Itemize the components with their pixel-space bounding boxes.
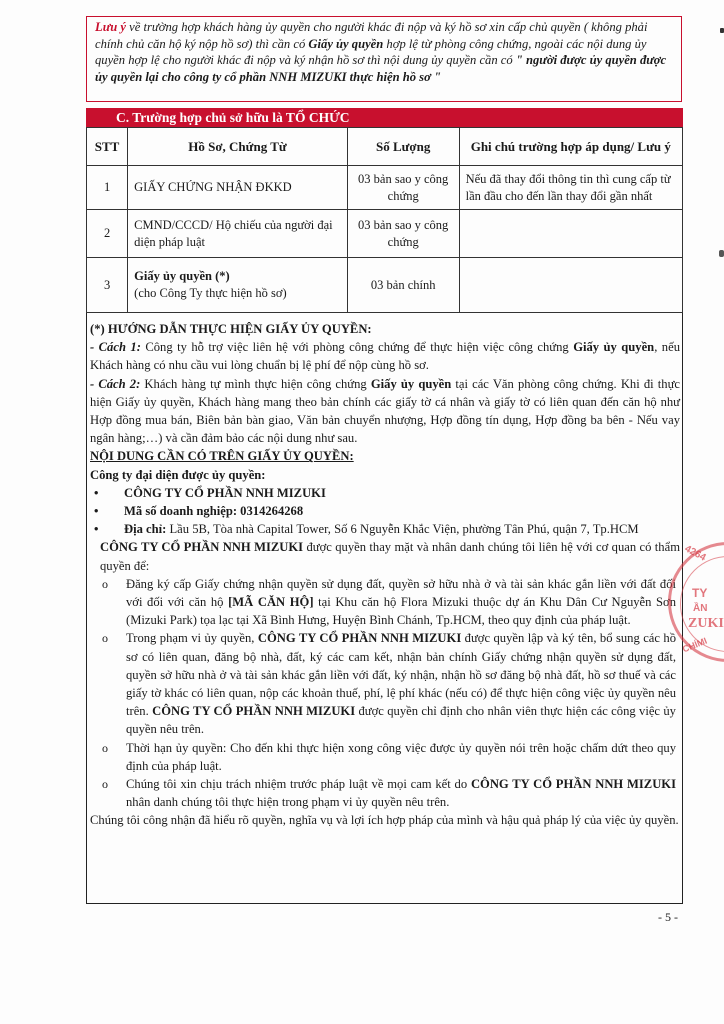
note-text-2: hợp lệ từ phòng công chứng, ngoài các nội dung ủy quyền hợp lệ cho người khác đi nộp và ký nhận hồ sơ thì nội dung ủy quyền cần có <box>95 36 647 67</box>
table-row <box>87 166 683 210</box>
closing-statement: Chúng tôi công nhận đã hiểu rõ quyền, nghĩa vụ và lợi ích hợp pháp của mình và hậu quả pháp lý của việc ủy quyền. <box>90 813 679 828</box>
item-2-emphasis-2: CÔNG TY CỔ PHẦN NNH MIZUKI <box>152 704 356 719</box>
method-2-text: Khách hàng tự mình thực hiện công chứng <box>140 376 371 391</box>
header-document: Hồ Sơ, Chứng Từ <box>128 128 348 166</box>
content-heading: NỘI DUNG CẦN CÓ TRÊN GIẤY ỦY QUYỀN: <box>90 449 354 464</box>
circle-bullet-icon: o <box>102 576 108 591</box>
margin-mark <box>720 28 724 33</box>
guide-heading: (*) HƯỚNG DẪN THỰC HIỆN GIẤY ỦY QUYỀN: <box>90 322 372 336</box>
row-stt: 2 <box>87 210 128 258</box>
item-2-text-end: được quyền chỉ định cho nhân viên thực hiện các công việc ủy quyền nêu trên. <box>126 704 676 737</box>
auth-company: CÔNG TY CỔ PHẦN NNH MIZUKI <box>100 540 304 555</box>
method-2-emphasis: Giấy ủy quyền <box>370 376 452 391</box>
section-title: C. Trường hợp chủ sở hữu là TỔ CHỨC <box>86 108 683 127</box>
bullet-icon: • <box>94 504 99 519</box>
company-name: CÔNG TY CỔ PHẦN NNH MIZUKI <box>124 485 326 500</box>
method-2-label: - Cách 2: <box>90 376 141 391</box>
row-quantity: 03 bản sao y công chứng <box>347 210 459 258</box>
guide-method-1 <box>90 338 680 374</box>
row-document <box>128 258 348 313</box>
table-row <box>87 258 683 313</box>
method-1-label: - Cách 1: <box>90 340 141 355</box>
method-1-text-end: , nếu Khách hàng có nhu cầu vui lòng chuẩn bị lệ phí để nộp cùng hồ sơ. <box>90 340 680 373</box>
table-row <box>87 210 683 258</box>
row-document-title: Giấy ủy quyền (*) <box>134 269 230 283</box>
documents-table <box>86 127 683 313</box>
item-1-text-end: tại Khu căn hộ Flora Mizuki thuộc dự án Khu Dân Cư Nguyễn Sơn (Mizuki Park) tọa lạc tại Xã Bình Hưng, Huyện Bình Chánh, Tp.HCM, theo quy định của pháp luật. <box>126 595 676 628</box>
item-4-text: Chúng tôi xin chịu trách nhiệm trước pháp luật về mọi cam kết do <box>126 777 471 792</box>
list-item <box>90 502 680 520</box>
method-1-emphasis: Giấy ủy quyền <box>573 340 655 355</box>
list-item <box>90 520 680 538</box>
item-2-text: Trong phạm vi ủy quyền, <box>126 631 258 646</box>
list-item <box>90 629 680 738</box>
circle-bullet-icon: o <box>102 740 108 755</box>
auth-text: được quyền thay mặt và nhân danh chúng tôi liên hệ với cơ quan có thẩm quyền để: <box>100 540 680 573</box>
note-box <box>86 16 682 102</box>
row-stt: 1 <box>87 166 128 210</box>
margin-mark <box>719 250 724 257</box>
row-note <box>459 210 682 258</box>
header-stt: STT <box>87 128 128 166</box>
list-item <box>90 739 680 775</box>
item-4-emphasis: CÔNG TY CỔ PHẦN NNH MIZUKI <box>470 777 677 792</box>
note-emphasis-1: Giấy ủy quyền <box>308 36 384 51</box>
row-quantity: 03 bản chính <box>347 258 459 313</box>
note-emphasis-2: " người được ủy quyền được ủy quyền lại cho công ty cổ phần NNH MIZUKI thực hiện hồ sơ " <box>95 53 667 84</box>
row-note: Nếu đã thay đổi thông tin thì cung cấp từ lần đầu cho đến lần thay đổi gần nhất <box>459 166 682 210</box>
item-1-emphasis: [MÃ CĂN HỘ] <box>228 595 314 610</box>
list-item <box>90 484 680 502</box>
row-quantity: 03 bản sao y công chứng <box>347 166 459 210</box>
item-4-text-end: nhân danh chúng tôi thực hiện trong phạm vi ủy quyền nêu trên. <box>126 795 450 810</box>
item-3-text: Thời hạn ủy quyền: Cho đến khi thực hiện xong công việc được ủy quyền nói trên hoặc chấm dứt theo quy định của pháp luật. <box>126 740 676 773</box>
header-quantity: Số Lượng <box>347 128 459 166</box>
rep-label: Công ty đại diện được ủy quyền: <box>90 467 266 482</box>
row-note <box>459 258 682 313</box>
row-document: GIẤY CHỨNG NHẬN ĐKKD <box>128 166 348 210</box>
list-item <box>90 575 680 630</box>
row-document: CMND/CCCD/ Hộ chiếu của người đại diện pháp luật <box>128 210 348 258</box>
note-label: Lưu ý <box>95 20 126 34</box>
seal-text-2: TY <box>692 586 708 600</box>
seal-text-4: ZUKI <box>688 616 724 631</box>
row-document-subtitle: (cho Công Ty thực hiện hồ sơ) <box>134 286 287 300</box>
page-number: - 5 - <box>658 910 678 924</box>
address-label: Địa chỉ: <box>124 522 167 537</box>
address-value: Lầu 5B, Tòa nhà Capital Tower, Số 6 Nguyễn Khắc Viện, phường Tân Phú, quận 7, Tp.HCM <box>166 522 639 537</box>
guide-method-2 <box>90 375 680 448</box>
item-2-text-mid: được quyền lập và ký tên, bổ sung các hồ sơ có liên quan, đăng bộ nhà, đất, ký các cam kết, nhận bản chính Giấy chứng nhận quyền sử dụng đất, quyền sở hữu nhà ở và tài sản khác gắn liền với đất, ký nhận, nhận hồ sơ đăng bộ nhà đất, hồ sơ thuế và các giấy tờ khác có liên quan, nộp các khoản thuế, phí, lệ phí khác (nếu có) để thực hiện công việc ủy quyền nêu trên. <box>126 631 677 719</box>
seal-text-3: ẦN <box>693 603 708 614</box>
circle-bullet-icon: o <box>102 631 108 646</box>
header-note: Ghi chú trường hợp áp dụng/ Lưu ý <box>459 128 682 166</box>
table-header-row <box>87 128 683 166</box>
list-item <box>90 775 680 811</box>
note-text-1: về trường hợp khách hàng ủy quyền cho người khác đi nộp và ký hồ sơ xin cấp chủ quyền ( không phải chính chủ căn hộ ký nộp hồ sơ) thì cần có <box>95 20 648 51</box>
seal-text-1: 4264 <box>682 543 708 564</box>
guide-body <box>90 320 680 830</box>
row-stt: 3 <box>87 258 128 313</box>
seal-text-5: CHÍMI <box>681 635 709 655</box>
method-2-text-end: tại các Văn phòng công chứng. Khi đi thực hiện Giấy ủy quyền, Khách hàng mang theo bản chính các giấy tờ cá nhân và giấy tờ có liên quan đến căn hộ như Hợp đồng mua bán, Biên bản bàn giao, Văn bản chuyển nhượng, Hợp đồng tín dụng, Hợp đồng ba bên - Nếu vay ngân hàng;…) và cần đảm bảo các nội dung như sau. <box>90 376 681 446</box>
circle-bullet-icon: o <box>102 777 108 792</box>
bullet-icon: • <box>94 485 99 500</box>
authorization-statement <box>90 538 680 574</box>
item-2-emphasis: CÔNG TY CỔ PHẦN NNH MIZUKI <box>257 631 462 646</box>
tax-code: Mã số doanh nghiệp: 0314264268 <box>124 504 304 519</box>
item-1-text: Đăng ký cấp Giấy chứng nhận quyền sử dụng đất, quyền sở hữu nhà ở và tài sản khác gắn liền với đất đối với đối với căn hộ <box>126 576 676 610</box>
bullet-icon: • <box>94 522 99 537</box>
method-1-text: Công ty hỗ trợ việc liên hệ với phòng công chứng để thực hiện việc công chứng <box>140 340 574 355</box>
